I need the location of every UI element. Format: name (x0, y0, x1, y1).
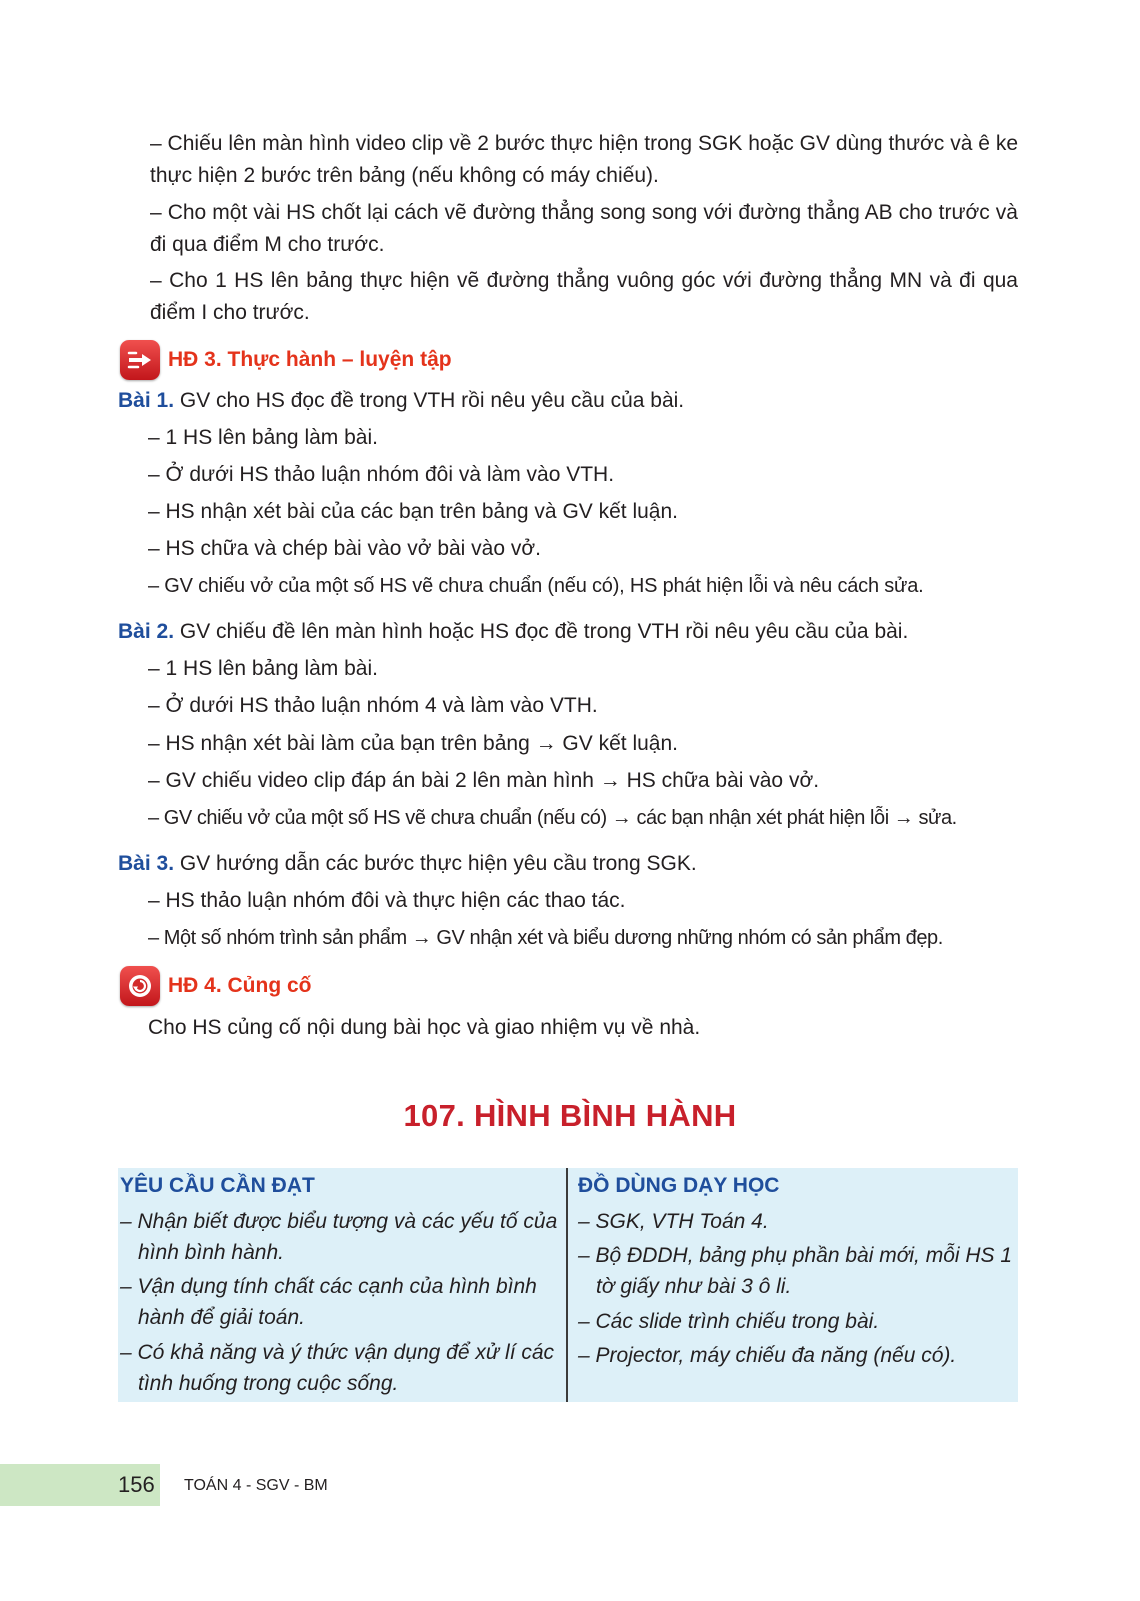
list-item: – Ở dưới HS thảo luận nhóm đôi và làm vào VTH. (148, 463, 615, 486)
hd4-title: HĐ 4. Củng cố (168, 974, 312, 997)
bai3-intro (118, 849, 697, 879)
lesson-title: 107. HÌNH BÌNH HÀNH (403, 1098, 737, 1133)
practice-arrows-icon (120, 340, 160, 380)
bai2-text: GV chiếu đề lên màn hình hoặc HS đọc đề trong VTH rồi nêu yêu cầu của bài. (174, 620, 909, 643)
book-title: TOÁN 4 - SGV - BM (184, 1477, 328, 1494)
list-item: – Một số nhóm trình sản phẩm → GV nhận xét và biểu dương những nhóm có sản phẩm đẹp. (148, 927, 943, 949)
hd3-title: HĐ 3. Thực hành – luyện tập (168, 348, 452, 371)
list-item: – HS thảo luận nhóm đôi và thực hiện các thao tác. (148, 889, 626, 912)
list-item: – HS chữa và chép bài vào vở bài vào vở. (148, 537, 541, 560)
hd4-heading (120, 966, 312, 1006)
teaching-aid-item: – Các slide trình chiếu trong bài. (578, 1310, 880, 1333)
bai1-label: Bài 1. (118, 389, 175, 412)
teaching-aid-item: – Bộ ĐDDH, bảng phụ phần bài mới, mỗi HS 1 tờ giấy như bài 3 ô li. (578, 1244, 1013, 1298)
teaching-aid-item: – SGK, VTH Toán 4. (578, 1210, 769, 1233)
list-item: – HS nhận xét bài làm của bạn trên bảng → GV kết luận. (148, 732, 678, 755)
list-item: – HS nhận xét bài của các bạn trên bảng và GV kết luận. (148, 500, 679, 523)
paragraph-parallel-recap: – Cho một vài HS chốt lại cách vẽ đường thẳng song song với đường thẳng AB cho trước và đi qua điểm M cho trước. (150, 201, 1018, 256)
bai1-text: GV cho HS đọc đề trong VTH rồi nêu yêu cầu của bài. (174, 389, 685, 412)
list-item: – GV chiếu vở của một số HS vẽ chưa chuẩn (nếu có) → các bạn nhận xét phát hiện lỗi → sửa. (148, 807, 957, 829)
bai1-intro (118, 386, 684, 416)
list-item: – GV chiếu video clip đáp án bài 2 lên màn hình → HS chữa bài vào vở. (148, 769, 820, 792)
bai3-text: GV hướng dẫn các bước thực hiện yêu cầu trong SGK. (174, 852, 697, 875)
requirement-item: – Có khả năng và ý thức vận dụng để xử lí các tình huống trong cuộc sống. (120, 1341, 555, 1395)
list-item: – 1 HS lên bảng làm bài. (148, 657, 378, 680)
teaching-aid-item: – Projector, máy chiếu đa năng (nếu có). (578, 1344, 957, 1367)
paragraph-perpendicular-task: – Cho 1 HS lên bảng thực hiện vẽ đường thẳng vuông góc với đường thẳng MN và đi qua điểm I cho trước. (150, 269, 1018, 324)
teaching-aids-heading: ĐỒ DÙNG DẠY HỌC (578, 1174, 780, 1197)
requirement-item: – Vận dụng tính chất các cạnh của hình bình hành để giải toán. (120, 1275, 537, 1329)
hd4-text: Cho HS củng cố nội dung bài học và giao nhiệm vụ về nhà. (148, 1016, 701, 1039)
list-item: – Ở dưới HS thảo luận nhóm 4 và làm vào VTH. (148, 694, 598, 717)
bai3-label: Bài 3. (118, 852, 175, 875)
requirements-heading: YÊU CẦU CẦN ĐẠT (120, 1174, 315, 1197)
list-item: – 1 HS lên bảng làm bài. (148, 426, 378, 449)
refresh-cycle-icon (120, 966, 160, 1006)
hd3-heading (120, 340, 452, 380)
requirements-table (118, 1168, 1018, 1402)
page-number: 156 (118, 1472, 155, 1497)
bai2-label: Bài 2. (118, 620, 175, 643)
paragraph-video-steps: – Chiếu lên màn hình video clip về 2 bước thực hiện trong SGK hoặc GV dùng thước và ê ke thực hiện 2 bước trên bảng (nếu không có máy chiếu). (150, 132, 1018, 187)
requirement-item: – Nhận biết được biểu tượng và các yếu tố của hình bình hành. (120, 1210, 558, 1264)
bai2-intro (118, 617, 908, 647)
list-item: – GV chiếu vở của một số HS vẽ chưa chuẩn (nếu có), HS phát hiện lỗi và nêu cách sửa. (148, 575, 924, 597)
